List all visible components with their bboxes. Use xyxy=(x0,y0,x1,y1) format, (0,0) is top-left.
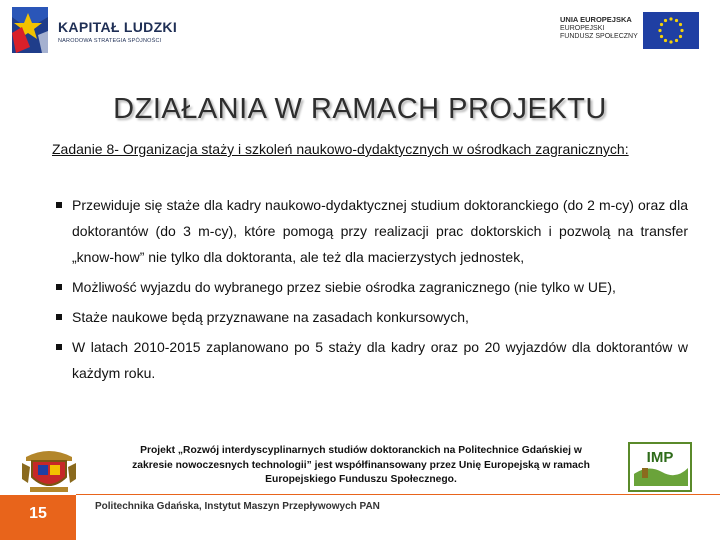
square-bullet-icon xyxy=(56,284,62,290)
slide-title: DZIAŁANIA W RAMACH PROJEKTU xyxy=(113,93,607,125)
university-crest-icon xyxy=(20,443,78,495)
square-bullet-icon xyxy=(56,202,62,208)
project-statement-line: Projekt „Rozwój interdyscyplinarnych studiów doktoranckich na Politechnice Gdańskiej w xyxy=(140,445,582,456)
project-statement-line: Europejskiego Funduszu Społecznego. xyxy=(265,474,457,485)
kapital-ludzki-title: KAPITAŁ LUDZKI xyxy=(58,19,178,35)
bullet-text: Przewiduje się staże dla kadry naukowo-dydaktycznej studium doktoranckiego (do 2 m-cy) oraz dla doktorantów (do 3 m-cy), które pomogą przy realizacji prac doktorskich i pozwolą na transfer „know-how” nie tylko dla doktoranta, ale też dla macierzystych jednostek, xyxy=(72,197,688,265)
bullet-item xyxy=(54,192,688,270)
bullet-list xyxy=(54,192,688,390)
page-number: 15 xyxy=(29,505,47,522)
page-number-badge xyxy=(0,495,76,540)
bullet-item xyxy=(54,334,688,386)
eu-logo-text xyxy=(560,15,638,40)
bullet-item xyxy=(54,304,688,330)
bullet-text: Możliwość wyjazdu do wybranego przez siebie ośrodka zagranicznego (nie tylko w UE), xyxy=(72,279,616,295)
eu-line-union: UNIA EUROPEJSKA xyxy=(560,15,632,24)
task-heading: Zadanie 8- Organizacja staży i szkoleń naukowo-dydaktycznych w ośrodkach zagranicznych: xyxy=(52,141,629,157)
bullet-text: W latach 2010-2015 zaplanowano po 5 staży dla kadry oraz po 20 wyjazdów dla doktorantów w każdym roku. xyxy=(72,339,688,381)
kapital-ludzki-text xyxy=(58,19,177,44)
project-statement xyxy=(118,444,604,488)
square-bullet-icon xyxy=(56,344,62,350)
square-bullet-icon xyxy=(56,314,62,320)
eu-line-fund-1: EUROPEJSKI xyxy=(560,25,605,32)
bullet-text: Staże naukowe będą przyznawane na zasadach konkursowych, xyxy=(72,309,469,325)
imp-logo-text: IMP xyxy=(646,449,674,466)
kapital-ludzki-subtitle: NARODOWA STRATEGIA SPÓJNOŚCI xyxy=(58,38,162,44)
eu-flag-icon xyxy=(643,12,699,49)
project-statement-line: zakresie nowoczesnych technologii” jest współfinansowany przez Unię Europejską w ramach xyxy=(132,459,590,471)
imp-logo xyxy=(628,442,692,492)
eu-line-fund-2: FUNDUSZ SPOŁECZNY xyxy=(560,33,638,40)
institution-name: Politechnika Gdańska, Instytut Maszyn Przepływowych PAN xyxy=(95,501,380,512)
bullet-item xyxy=(54,274,688,300)
